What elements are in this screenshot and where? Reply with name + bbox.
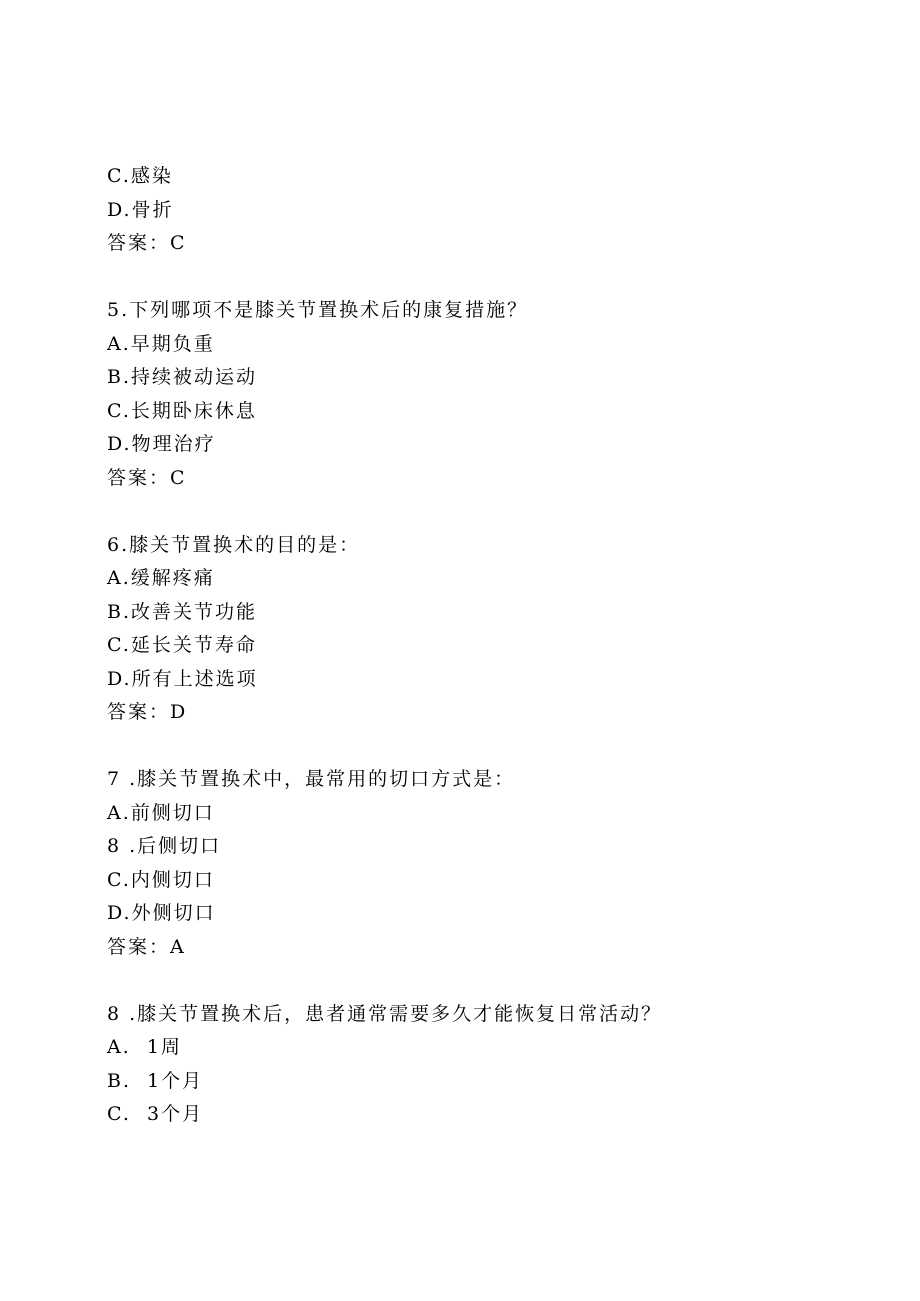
option-d: D.所有上述选项	[107, 667, 258, 690]
option-b: 8 .后侧切口	[107, 835, 222, 857]
option-d: D.骨折	[107, 198, 174, 221]
spacer	[107, 261, 827, 295]
option-c: C.内侧切口	[107, 868, 215, 891]
option-a: A.早期负重	[107, 332, 215, 355]
question-block-4-tail	[107, 160, 827, 261]
option-a: A.前侧切口	[107, 801, 215, 824]
spacer	[107, 495, 827, 529]
document-page	[107, 160, 827, 1132]
spacer	[107, 964, 827, 998]
question-text: 5.下列哪项不是膝关节置换术后的康复措施？	[107, 299, 529, 321]
spacer	[107, 730, 827, 764]
option-d: D.外侧切口	[107, 902, 216, 924]
option-d: D.物理治疗	[107, 433, 216, 455]
option-b: B.持续被动运动	[107, 366, 258, 388]
question-block-7	[107, 763, 827, 964]
question-text: 7 .膝关节置换术中，最常用的切口方式是：	[107, 768, 516, 790]
option-a: A. 1周	[107, 1036, 182, 1058]
question-block-5	[107, 294, 827, 495]
question-block-6	[107, 529, 827, 730]
answer-line: 答案：D	[107, 701, 188, 723]
question-block-8	[107, 998, 827, 1132]
answer-line: 答案：C	[107, 466, 187, 489]
option-c: C.长期卧床休息	[107, 399, 257, 422]
question-text: 6.膝关节置换术的目的是：	[107, 533, 361, 556]
option-b: B.改善关节功能	[107, 600, 258, 623]
option-c: C.延长关节寿命	[107, 634, 257, 656]
option-c: C. 3个月	[107, 1103, 204, 1125]
answer-line: 答案：A	[107, 935, 186, 958]
answer-line: 答案：C	[107, 232, 187, 254]
option-a: A.缓解疼痛	[107, 567, 215, 589]
option-b: B. 1个月	[107, 1069, 204, 1092]
question-text: 8 .膝关节置换术后，患者通常需要多久才能恢复日常活动？	[107, 1002, 663, 1025]
option-c: C.感染	[107, 165, 173, 187]
